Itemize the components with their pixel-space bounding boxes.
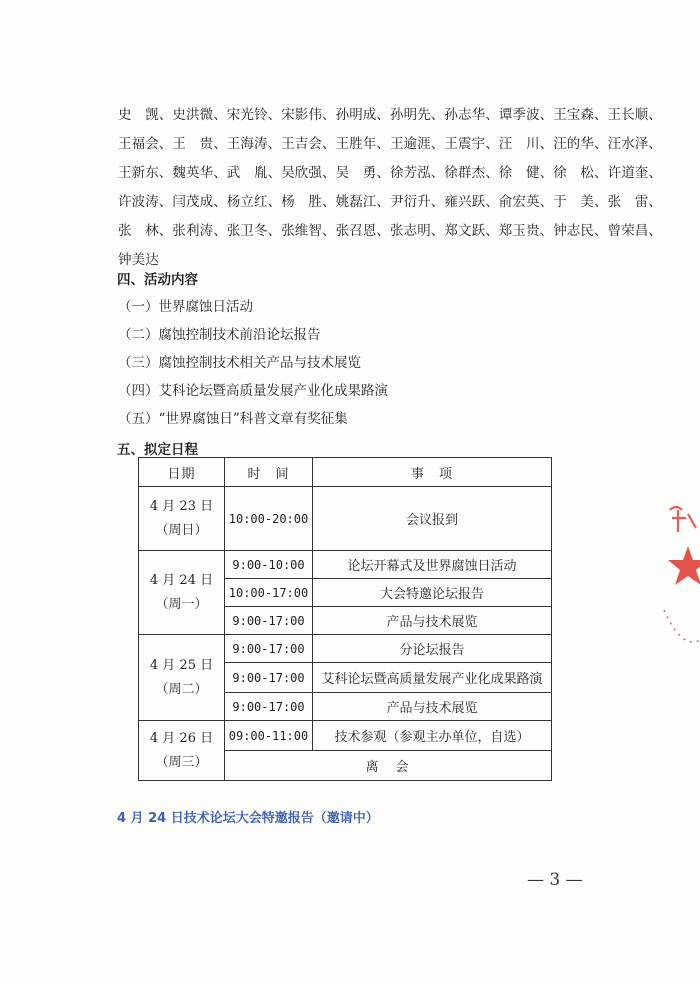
closing-cell: 离 会	[225, 751, 552, 781]
name-row: 王新东、魏英华、武 胤、吴欣强、吴 勇、徐芳泓、徐群杰、徐 健、徐 松、许道奎、	[118, 165, 662, 181]
activity-item: （五）“世界腐蚀日”科普文章有奖征集	[118, 411, 348, 427]
weekday-text: （周二）	[155, 681, 208, 697]
weekday-text: （周三）	[155, 754, 208, 770]
weekday-text: （周日）	[155, 522, 208, 538]
date-text: 4 月 23 日	[149, 498, 214, 514]
activity-item: （一）世界腐蚀日活动	[118, 299, 253, 315]
header-date: 日期	[139, 458, 225, 487]
table-row	[139, 635, 552, 663]
time-cell: 9:00-17:00	[225, 693, 313, 721]
table-row	[139, 721, 552, 751]
name-row: 史 觊、史洪微、宋光铃、宋影伟、孙明成、孙明先、孙志华、谭季波、王宝森、王长顺、	[118, 107, 662, 123]
activity-item: （三）腐蚀控制技术相关产品与技术展览	[118, 355, 361, 371]
activity-item: （四）艾科论坛暨高质量发展产业化成果路演	[118, 383, 388, 399]
event-cell: 论坛开幕式及世界腐蚀日活动	[313, 551, 552, 579]
date-text: 4 月 24 日	[149, 572, 214, 588]
header-time: 时 间	[225, 458, 313, 487]
date-text: 4 月 26 日	[149, 730, 214, 746]
name-row: 钟美达	[118, 252, 159, 268]
schedule-header-row	[139, 458, 552, 487]
activity-item: （二）腐蚀控制技术前沿论坛报告	[118, 327, 321, 343]
event-cell: 产品与技术展览	[313, 693, 552, 721]
date-cell	[139, 551, 225, 635]
name-row: 许波涛、闫茂成、杨立红、杨 胜、姚磊江、尹衍升、雍兴跃、俞宏英、于 美、张 雷、	[118, 194, 662, 210]
section-5-heading: 五、拟定日程	[117, 442, 198, 458]
date-cell	[139, 721, 225, 781]
section-4-heading: 四、活动内容	[117, 272, 198, 288]
table-row	[139, 551, 552, 579]
time-cell: 9:00-17:00	[225, 607, 313, 635]
event-cell: 大会特邀论坛报告	[313, 579, 552, 607]
time-cell: 9:00-17:00	[225, 663, 313, 693]
header-event: 事 项	[313, 458, 552, 487]
participant-name-list	[118, 101, 662, 275]
time-cell: 10:00-20:00	[225, 487, 313, 551]
time-cell: 10:00-17:00	[225, 579, 313, 607]
weekday-text: （周一）	[155, 596, 208, 612]
event-cell: 艾科论坛暨高质量发展产业化成果路演	[313, 663, 552, 693]
seal-fragment-icon	[658, 490, 700, 650]
date-cell	[139, 635, 225, 721]
activity-list	[118, 296, 388, 436]
event-cell: 会议报到	[313, 487, 552, 551]
event-cell: 分论坛报告	[313, 635, 552, 663]
event-cell: 产品与技术展览	[313, 607, 552, 635]
date-text: 4 月 25 日	[149, 657, 214, 673]
date-cell	[139, 487, 225, 551]
table-row	[139, 487, 552, 551]
name-row: 张 林、张利涛、张卫冬、张维智、张召恩、张志明、郑文跃、郑玉贵、钟志民、曾荣昌、	[118, 223, 662, 239]
page-number: — 3 —	[527, 870, 583, 890]
invited-report-note: 4 月 24 日技术论坛大会特邀报告（邀请中）	[117, 811, 379, 826]
time-cell: 09:00-11:00	[225, 721, 313, 751]
event-cell: 技术参观（参观主办单位，自选）	[313, 721, 552, 751]
time-cell: 9:00-17:00	[225, 635, 313, 663]
name-row: 王福会、王 贵、王海涛、王吉会、王胜年、王逾涯、王震宇、汪 川、汪的华、汪水泽、	[118, 136, 662, 152]
red-seal-stamp	[658, 490, 700, 650]
schedule-table	[138, 457, 552, 781]
time-cell: 9:00-10:00	[225, 551, 313, 579]
